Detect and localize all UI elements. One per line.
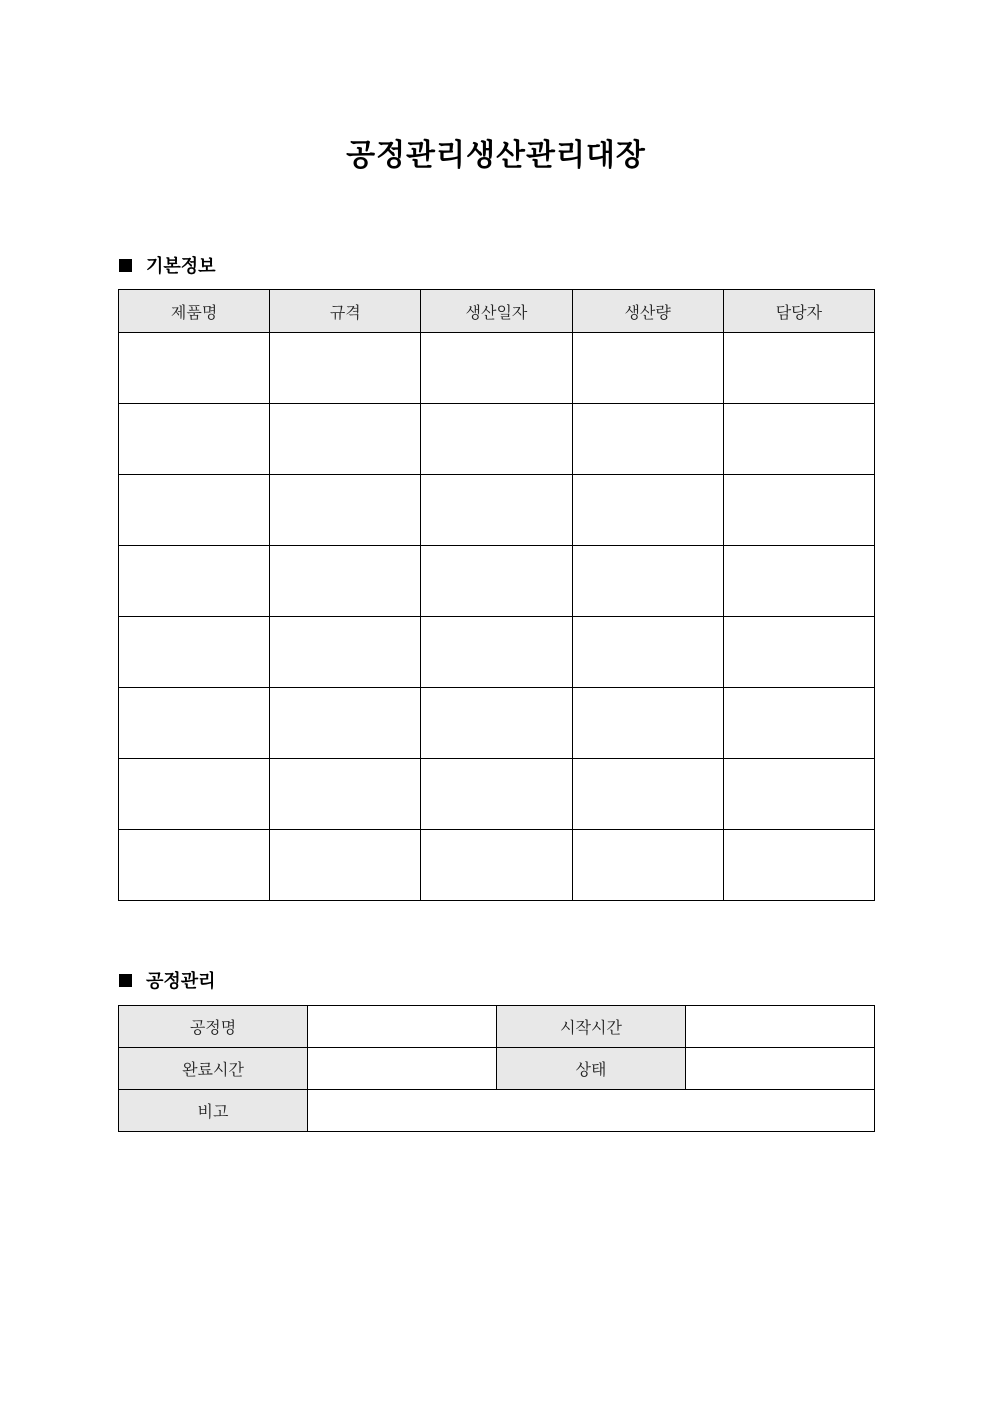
column-header-quantity: 생산량 <box>572 290 723 333</box>
process-name-field[interactable] <box>308 1006 497 1048</box>
basic-info-table <box>118 289 875 901</box>
spec-cell[interactable] <box>270 404 421 475</box>
production-date-cell[interactable] <box>421 830 572 901</box>
product-name-cell[interactable] <box>119 617 270 688</box>
product-name-cell[interactable] <box>119 688 270 759</box>
table-row <box>119 617 875 688</box>
manager-cell[interactable] <box>723 759 874 830</box>
manager-cell[interactable] <box>723 333 874 404</box>
product-name-cell[interactable] <box>119 404 270 475</box>
production-date-cell[interactable] <box>421 404 572 475</box>
start-time-label: 시작시간 <box>497 1006 686 1048</box>
manager-cell[interactable] <box>723 404 874 475</box>
quantity-cell[interactable] <box>572 759 723 830</box>
spec-cell[interactable] <box>270 688 421 759</box>
table-row <box>119 475 875 546</box>
product-name-cell[interactable] <box>119 759 270 830</box>
manager-cell[interactable] <box>723 475 874 546</box>
quantity-cell[interactable] <box>572 617 723 688</box>
spec-cell[interactable] <box>270 830 421 901</box>
manager-cell[interactable] <box>723 830 874 901</box>
table-row <box>119 546 875 617</box>
table-row <box>119 759 875 830</box>
process-table <box>118 1005 875 1132</box>
manager-cell[interactable] <box>723 688 874 759</box>
table-row <box>119 688 875 759</box>
production-date-cell[interactable] <box>421 333 572 404</box>
quantity-cell[interactable] <box>572 475 723 546</box>
table-row <box>119 1006 875 1048</box>
end-time-field[interactable] <box>308 1048 497 1090</box>
quantity-cell[interactable] <box>572 688 723 759</box>
manager-cell[interactable] <box>723 617 874 688</box>
section-heading-process <box>119 968 216 992</box>
table-row <box>119 1048 875 1090</box>
section-heading-label: 기본정보 <box>146 256 216 277</box>
production-date-cell[interactable] <box>421 546 572 617</box>
product-name-cell[interactable] <box>119 333 270 404</box>
end-time-label: 완료시간 <box>119 1048 308 1090</box>
quantity-cell[interactable] <box>572 333 723 404</box>
table-header-row <box>119 290 875 333</box>
square-bullet-icon <box>119 259 132 272</box>
spec-cell[interactable] <box>270 546 421 617</box>
table-row <box>119 1090 875 1132</box>
spec-cell[interactable] <box>270 475 421 546</box>
spec-cell[interactable] <box>270 617 421 688</box>
product-name-cell[interactable] <box>119 830 270 901</box>
manager-cell[interactable] <box>723 546 874 617</box>
remarks-field[interactable] <box>308 1090 875 1132</box>
column-header-product-name: 제품명 <box>119 290 270 333</box>
table-row <box>119 404 875 475</box>
spec-cell[interactable] <box>270 333 421 404</box>
production-date-cell[interactable] <box>421 759 572 830</box>
production-date-cell[interactable] <box>421 617 572 688</box>
product-name-cell[interactable] <box>119 475 270 546</box>
process-name-label: 공정명 <box>119 1006 308 1048</box>
square-bullet-icon <box>119 974 132 987</box>
section-heading-basic-info <box>119 253 216 277</box>
section-heading-label: 공정관리 <box>146 971 216 992</box>
table-row <box>119 333 875 404</box>
status-field[interactable] <box>686 1048 875 1090</box>
column-header-manager: 담당자 <box>723 290 874 333</box>
quantity-cell[interactable] <box>572 546 723 617</box>
table-row <box>119 830 875 901</box>
product-name-cell[interactable] <box>119 546 270 617</box>
status-label: 상태 <box>497 1048 686 1090</box>
column-header-spec: 규격 <box>270 290 421 333</box>
production-date-cell[interactable] <box>421 688 572 759</box>
spec-cell[interactable] <box>270 759 421 830</box>
page-title: 공정관리생산관리대장 <box>346 138 646 173</box>
remarks-label: 비고 <box>119 1090 308 1132</box>
quantity-cell[interactable] <box>572 404 723 475</box>
column-header-production-date: 생산일자 <box>421 290 572 333</box>
start-time-field[interactable] <box>686 1006 875 1048</box>
production-date-cell[interactable] <box>421 475 572 546</box>
quantity-cell[interactable] <box>572 830 723 901</box>
